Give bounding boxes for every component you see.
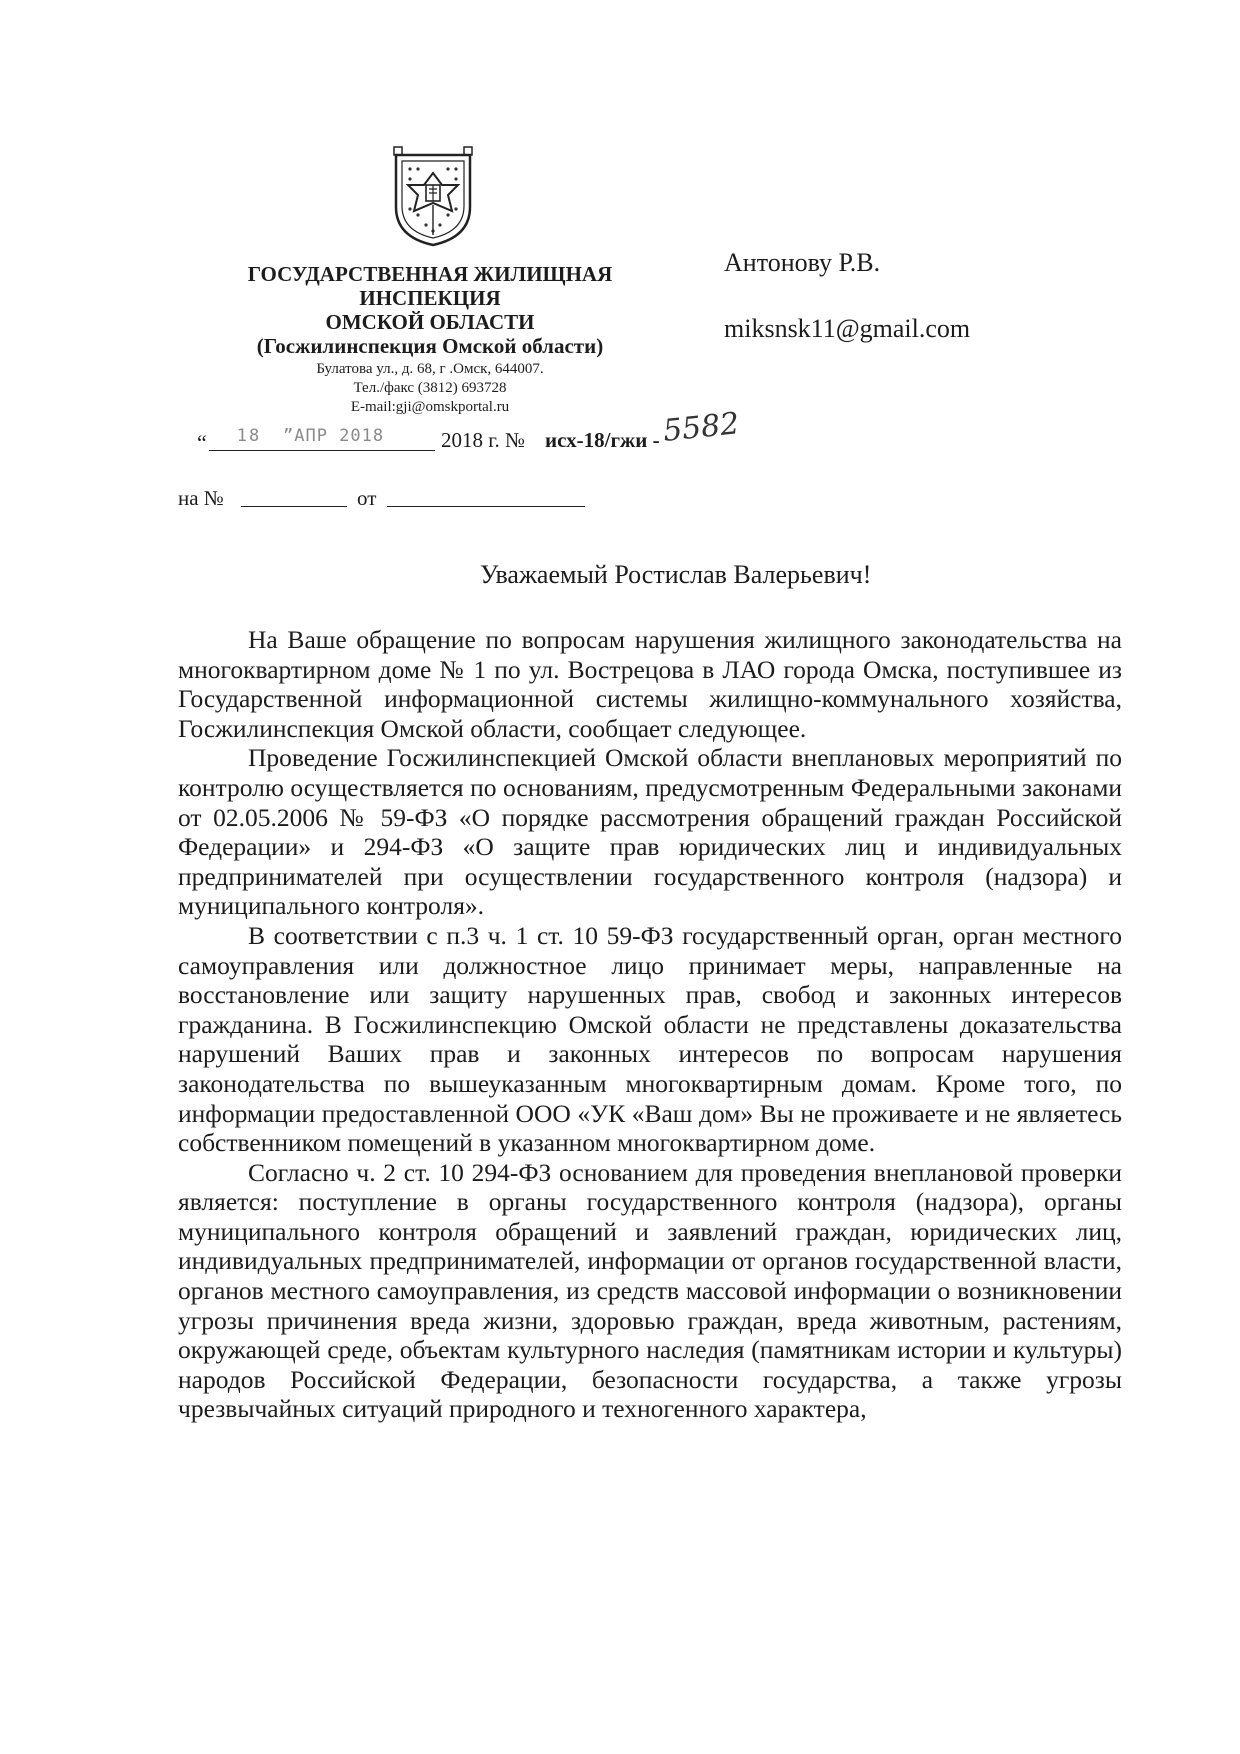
reply-no-blank xyxy=(241,506,347,507)
coat-of-arms-icon xyxy=(390,145,476,249)
addressee-name: Антонову Р.В. xyxy=(724,248,881,277)
registration-year: 2018 г. № xyxy=(441,428,526,452)
date-month-underline xyxy=(283,450,435,451)
addressee-email: miksnsk11@gmail.com xyxy=(724,314,971,343)
reply-reference-line xyxy=(178,486,598,516)
org-name-line-3: ОМСКОЙ ОБЛАСТИ xyxy=(325,310,535,334)
reply-no-label: на № xyxy=(178,486,224,510)
handwritten-registration-number: 5582 xyxy=(661,406,741,449)
body-paragraph: В соответствии с п.3 ч. 1 ст. 10 59-ФЗ государственный орган, орган местного самоуправления или должностное лицо принимает меры, направленные на восстановление или защиту нарушенных прав, свобод и законных интересов гражданина. В Госжилинспекцию Омской области не представлены доказательства нарушений Ваших прав и законных интересов по вопросам нарушения законодательства по вышеуказанным многоквартирным домам. Кроме того, по информации предоставленной ООО «УК «Ваш дом» Вы не проживаете и не являетесь собственником помещений в указанном многоквартирном доме. xyxy=(178,920,1122,1158)
body-paragraph: Согласно ч. 2 ст. 10 294-ФЗ основанием для проведения внеплановой проверки является: поступление в органы государственного контроля (надзора), органы муниципального контроля обращений и заявлений граждан, юридических лиц, индивидуальных предпринимателей, информации от органов государственной власти, органов местного самоуправления, из средств массовой информации о возникновении угрозы причинения вреда жизни, здоровью граждан, вреда животным, растениям, окружающей среде, объектам культурного наследия (памятникам истории и культуры) народов Российской Федерации, безопасности государства, а также угрозы чрезвычайных ситуаций природного и техногенного характера, xyxy=(178,1157,1122,1424)
org-address: Булатова ул., д. 68, г .Омск, 644007. xyxy=(316,361,544,377)
date-day-underline xyxy=(209,450,283,451)
addressee-block xyxy=(724,248,970,344)
date-stamp-day: 18 xyxy=(236,426,262,446)
body-paragraph: На Ваше обращение по вопросам нарушения жилищного законодательства на многоквартирном доме № 1 по ул. Вострецова в ЛАО города Омска, поступившее из Государственной информационной системы жилищно-коммунального хозяйства, Госжилинспекция Омской области, сообщает следующее. xyxy=(178,625,1122,743)
salutation: Уважаемый Ростислав Валерьевич! xyxy=(480,560,872,589)
registration-open-quote: “ xyxy=(197,430,207,455)
org-phone: Тел./факс (3812) 693728 xyxy=(353,380,507,396)
sender-block xyxy=(200,262,660,417)
org-name-line-1: ГОСУДАРСТВЕННАЯ ЖИЛИЩНАЯ xyxy=(247,262,613,286)
org-email: E-mail:gji@omskportal.ru xyxy=(350,399,510,415)
registration-ref-number: исх-18/гжи - xyxy=(545,428,660,452)
letter-body xyxy=(178,625,1122,1424)
org-name-line-2: ИНСПЕКЦИЯ xyxy=(359,286,501,310)
reply-from-blank xyxy=(387,506,585,507)
body-paragraph: Проведение Госжилинспекцией Омской области внеплановых мероприятий по контролю осуществляется по основаниям, предусмотренным Федеральными законами от 02.05.2006 № 59-ФЗ «О порядке рассмотрения обращений граждан Российской Федерации» и 294-ФЗ «О защите прав юридических лиц и индивидуальных предпринимателей при осуществлении государственного контроля (надзора) и муниципального контроля». xyxy=(178,743,1122,921)
org-short-name: (Госжилинспекция Омской области) xyxy=(256,334,604,358)
date-stamp-month: ”АПР 2018 xyxy=(283,426,385,446)
reply-from-label: от xyxy=(357,486,377,510)
